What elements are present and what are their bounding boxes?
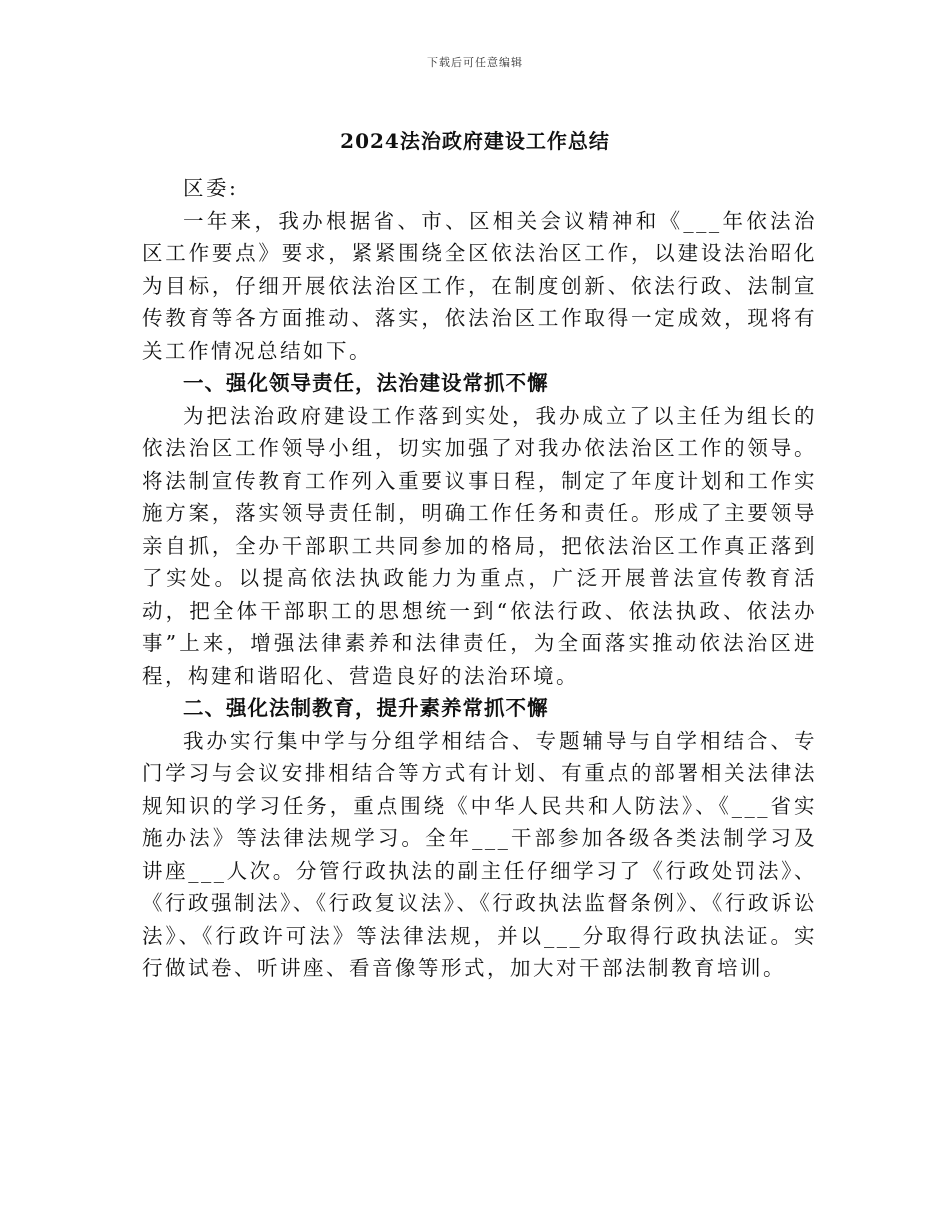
document-title: 2024法治政府建设工作总结 [340,129,610,153]
document-body [142,172,817,985]
section-2-paragraph: 我办实行集中学与分组学相结合、专题辅导与自学相结合、专门学习与会议安排相结合等方式有计划、有重点的部署相关法律法规知识的学习任务，重点围绕《中华人民共和人防法》、《___省实施办法》等法律法规学习。全年___干部参加各级各类法制学习及讲座___人次。分管行政执法的副主任仔细学习了《行政处罚法》、《行政强制法》、《行政复议法》、《行政执法监督条例》、《行政诉讼法》、《行政许可法》等法律法规，并以___分取得行政执法证。实行做试卷、听讲座、看音像等形式，加大对干部法制教育培训。 [142,728,817,980]
intro-paragraph: 一年来，我办根据省、市、区相关会议精神和《___年依法治区工作要点》要求，紧紧围绕全区依法治区工作，以建设法治昭化为目标，仔细开展依法治区工作，在制度创新、依法行政、法制宣传教育等各方面推动、落实，依法治区工作取得一定成效，现将有关工作情况总结如下。 [142,208,817,363]
section-1-paragraph: 为把法治政府建设工作落到实处，我办成立了以主任为组长的依法治区工作领导小组，切实加强了对我办依法治区工作的领导。将法制宣传教育工作列入重要议事日程，制定了年度计划和工作实施方案，落实领导责任制，明确工作任务和责任。形成了主要领导亲自抓，全办干部职工共同参加的格局，把依法治区工作真正落到了实处。以提高依法执政能力为重点，广泛开展普法宣传教育活动，把全体干部职工的思想统一到“依法行政、依法执政、依法办事”上来，增强法律素养和法律责任，为全面落实推动依法治区进程，构建和谐昭化、营造良好的法治环境。 [142,403,817,688]
header-note: 下载后可任意编辑 [427,56,523,69]
section-2-heading: 二、强化法制教育，提升素养常抓不懈 [183,696,549,720]
salutation: 区委: [183,176,239,200]
section-1-heading: 一、强化领导责任，法治建设常抓不懈 [183,371,549,395]
